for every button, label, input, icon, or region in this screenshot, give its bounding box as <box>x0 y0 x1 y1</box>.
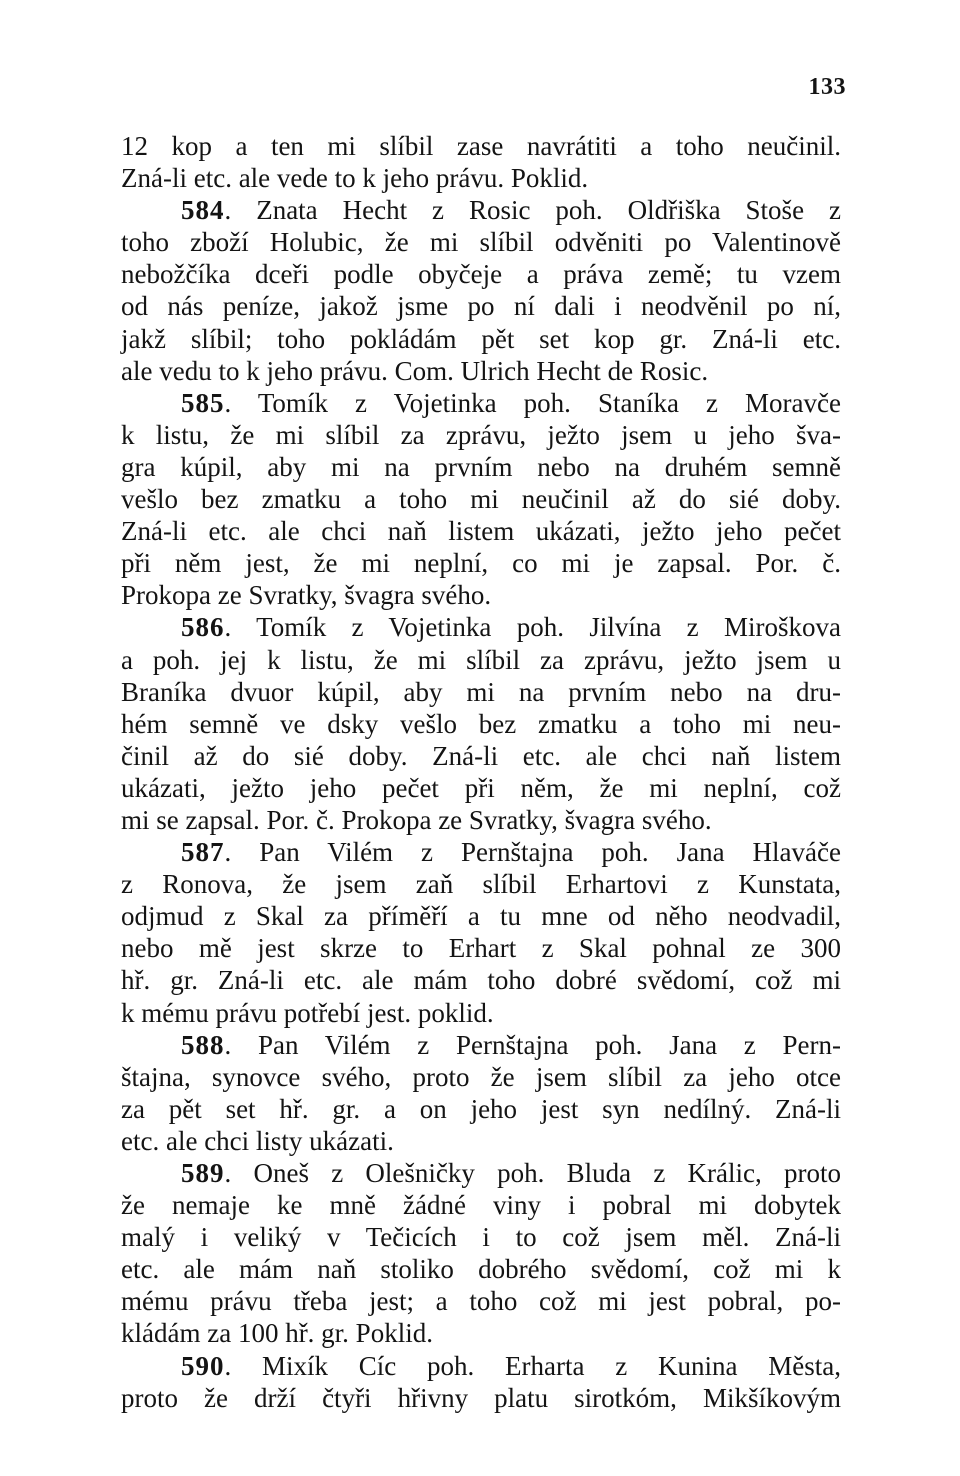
text-line <box>121 836 841 868</box>
entry-number: 587 <box>181 837 225 868</box>
line-text: odjmud z Skal za příměří a tu mne od něho neodvadil, <box>121 901 841 932</box>
line-text: . Pan Vilém z Pernštajna poh. Jana z Pern- <box>224 1029 841 1060</box>
text-line <box>121 355 841 387</box>
line-text: k mému právu potřebí jest. poklid. <box>121 997 494 1028</box>
line-text: . Pan Vilém z Pernštajna poh. Jana Hlaváče <box>224 837 841 868</box>
page-number: 133 <box>808 74 846 100</box>
text-line <box>121 740 841 772</box>
line-text: mému právu třeba jest; a toho což mi jest pobral, po- <box>121 1286 841 1317</box>
line-text: že nemaje ke mně žádné viny i pobral mi dobytek <box>121 1190 841 1221</box>
text-line <box>121 708 841 740</box>
text-line <box>121 1253 841 1285</box>
text-line <box>121 900 841 932</box>
entry-number: 584 <box>181 195 225 226</box>
entry-number: 586 <box>181 612 225 643</box>
line-text: . Mixík Cíc poh. Erharta z Kunina Města, <box>224 1350 841 1381</box>
line-text: etc. ale chci listy ukázati. <box>121 1125 394 1156</box>
entry-number: 588 <box>181 1029 225 1060</box>
line-text: jakž slíbil; toho pokládám pět set kop gr. Zná-li etc. <box>121 323 841 354</box>
line-text: nebo mě jest skrze to Erhart z Skal pohnal ze 300 <box>121 933 841 964</box>
text-line <box>121 1317 841 1349</box>
text-body <box>121 130 841 1414</box>
text-line <box>121 226 841 258</box>
text-line <box>121 1285 841 1317</box>
line-text: . Znata Hecht z Rosic poh. Oldřiška Stoše z <box>224 195 841 226</box>
line-text: činil až do sié doby. Zná-li etc. ale chci naň listem <box>121 740 841 771</box>
text-line <box>121 932 841 964</box>
text-line <box>121 1061 841 1093</box>
text-line <box>121 483 841 515</box>
line-text: Zná-li etc. ale vede to k jeho právu. Poklid. <box>121 163 589 194</box>
text-line <box>121 804 841 836</box>
line-text: z Ronova, že jsem zaň slíbil Erhartovi z Kunstata, <box>121 869 841 900</box>
text-line <box>121 611 841 643</box>
line-text: štajna, synovce svého, proto že jsem slíbil za jeho otce <box>121 1061 841 1092</box>
text-line <box>121 772 841 804</box>
text-line <box>121 130 841 162</box>
line-text: Zná-li etc. ale chci naň listem ukázati, ježto jeho pečet <box>121 516 841 547</box>
line-text: při něm jest, že mi neplní, co mi je zapsal. Por. č. <box>121 548 841 579</box>
text-line <box>121 1157 841 1189</box>
line-text: 12 kop a ten mi slíbil zase navrátiti a toho neučinil. <box>121 131 841 161</box>
entry-number: 589 <box>181 1158 225 1188</box>
line-text: vešlo bez zmatku a toho mi neučinil až do sié doby. <box>121 484 841 515</box>
text-line <box>121 387 841 419</box>
line-text: a poh. jej k listu, že mi slíbil za zprávu, ježto jsem u <box>121 644 841 675</box>
text-line <box>121 1125 841 1157</box>
line-text: Braníka dvuor kúpil, aby mi na prvním nebo na dru- <box>121 676 841 707</box>
line-text: za pět set hř. gr. a on jeho jest syn nedílný. Zná-li <box>121 1093 841 1124</box>
line-text: proto že drží čtyři hřivny platu sirotkóm, Mikšíkovým <box>121 1382 841 1413</box>
text-line <box>121 290 841 322</box>
line-text: etc. ale mám naň stoliko dobrého svědomí, což mi k <box>121 1254 841 1285</box>
line-text: ale vedu to k jeho právu. Com. Ulrich Hecht de Rosic. <box>121 355 709 386</box>
line-text: . Tomík z Vojetinka poh. Staníka z Moravče <box>224 387 841 418</box>
line-text: gra kúpil, aby mi na prvním nebo na druhém semně <box>121 451 841 482</box>
text-line <box>121 258 841 290</box>
entry-number: 585 <box>181 387 225 418</box>
line-text: hř. gr. Zná-li etc. ale mám toho dobré svědomí, což mi <box>121 965 841 996</box>
line-text: od nás peníze, jakož jsme po ní dali i neodvěnil po ní, <box>121 291 841 322</box>
text-line <box>121 1221 841 1253</box>
line-text: . Tomík z Vojetinka poh. Jilvína z Miroškova <box>224 612 841 643</box>
line-text: k listu, že mi slíbil za zprávu, ježto jsem u jeho šva- <box>121 419 841 450</box>
text-line <box>121 1382 841 1414</box>
line-text: kládám za 100 hř. gr. Poklid. <box>121 1318 433 1349</box>
text-line <box>121 868 841 900</box>
text-line <box>121 997 841 1029</box>
line-text: hém semně ve dsky vešlo bez zmatku a toho mi neu- <box>121 708 841 739</box>
text-line <box>121 1189 841 1221</box>
text-line <box>121 644 841 676</box>
line-text: nebožčíka dceři podle obyčeje a práva země; tu vzem <box>121 259 841 290</box>
text-line <box>121 1093 841 1125</box>
text-line <box>121 1029 841 1061</box>
text-line <box>121 419 841 451</box>
text-line <box>121 194 841 226</box>
line-text: Prokopa ze Svratky, švagra svého. <box>121 580 492 611</box>
line-text: ukázati, ježto jeho pečet při něm, že mi neplní, což <box>121 772 841 803</box>
line-text: malý i veliký v Tečicích i to což jsem měl. Zná-li <box>121 1222 841 1253</box>
text-line <box>121 162 841 194</box>
text-line <box>121 323 841 355</box>
line-text: toho zboží Holubic, že mi slíbil odvěniti po Valentinově <box>121 227 841 258</box>
text-line <box>121 964 841 996</box>
text-line <box>121 1350 841 1382</box>
text-line <box>121 515 841 547</box>
text-line <box>121 451 841 483</box>
line-text: . Oneš z Olešničky poh. Bluda z Králic, proto <box>224 1158 841 1188</box>
text-line <box>121 547 841 579</box>
text-line <box>121 676 841 708</box>
text-line <box>121 579 841 611</box>
entry-number: 590 <box>181 1350 225 1381</box>
line-text: mi se zapsal. Por. č. Prokopa ze Svratky, švagra svého. <box>121 804 712 835</box>
